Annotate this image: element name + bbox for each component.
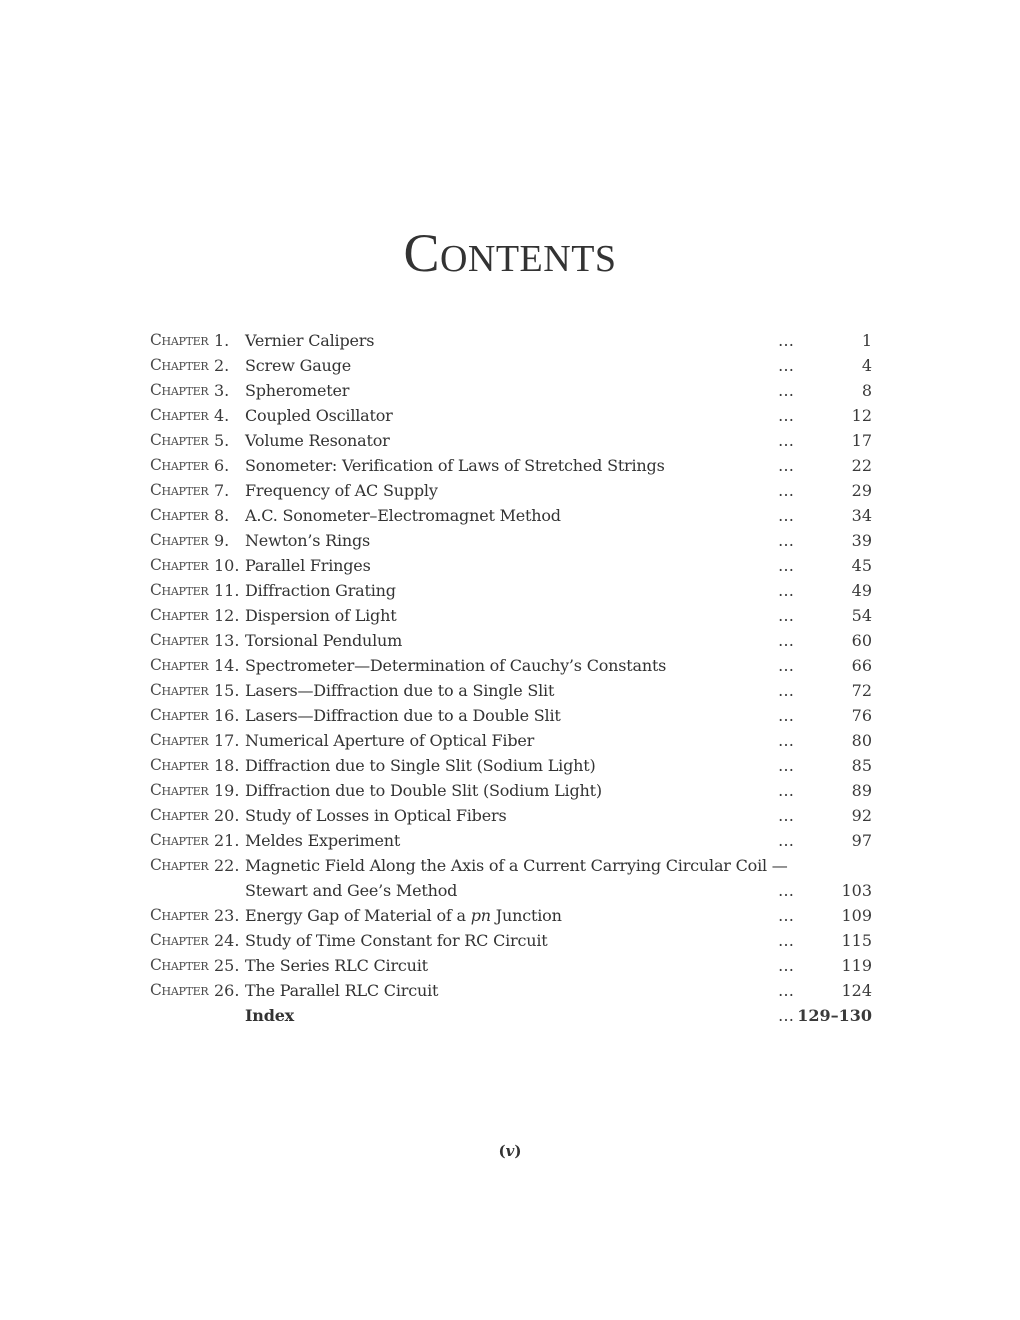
page-number: 1 [861,331,872,350]
chapter-number: 18. [214,756,240,775]
toc-entry[interactable] [150,653,872,678]
chapter-number: 25. [214,956,240,975]
leader-dots: … [778,981,794,1000]
chapter-title: Parallel Fringes [245,556,371,575]
chapter-number: 11. [214,581,240,600]
chapter-number: 21. [214,831,240,850]
page-number: 72 [851,681,872,700]
leader-dots: … [778,756,794,775]
chapter-title: Frequency of AC Supply [245,481,438,500]
chapter-title: Study of Time Constant for RC Circuit [245,931,548,950]
leader-dots: … [778,406,794,425]
chapter-title: Coupled Oscillator [245,406,393,425]
chapter-label: Chapter [150,606,209,624]
page-number: 29 [851,481,872,500]
chapter-number: 2. [214,356,230,375]
leader-dots: … [778,356,794,375]
page-number: 54 [851,606,872,625]
chapter-label: Chapter [150,456,209,474]
chapter-title: Diffraction due to Double Slit (Sodium Light) [245,781,602,800]
leader-dots: … [778,681,794,700]
chapter-title: Spherometer [245,381,350,400]
index-pages: 129–130 [797,1006,872,1025]
chapter-title: Meldes Experiment [245,831,401,850]
chapter-title: Diffraction Grating [245,581,396,600]
toc-entry[interactable] [150,703,872,728]
leader-dots: … [778,656,794,675]
toc-entry[interactable] [150,953,872,978]
chapter-label: Chapter [150,831,209,849]
toc-entry[interactable] [150,403,872,428]
leader-dots: … [778,531,794,550]
page-number: 12 [851,406,872,425]
chapter-number: 1. [214,331,230,350]
leader-dots: … [778,506,794,525]
chapter-title: Spectrometer—Determination of Cauchy’s Constants [245,656,667,675]
page-number: 60 [851,631,872,650]
chapter-number: 17. [214,731,240,750]
folio-close: ) [514,1142,522,1160]
toc-entry[interactable] [150,453,872,478]
chapter-number: 22. [214,856,240,875]
toc-entry[interactable] [150,378,872,403]
toc-entry[interactable] [150,578,872,603]
page-number: 66 [851,656,872,675]
chapter-title: Screw Gauge [245,356,351,375]
leader-dots: … [778,556,794,575]
chapter-title-line2: Stewart and Gee’s Method [245,881,458,900]
chapter-title [245,903,562,928]
toc-entry[interactable] [150,678,872,703]
page-number: 49 [851,581,872,600]
toc-entry[interactable] [150,928,872,953]
chapter-title: The Parallel RLC Circuit [245,981,439,1000]
toc-entry[interactable] [150,353,872,378]
page-number: 8 [861,381,872,400]
toc-entry[interactable] [150,628,872,653]
index-title: Index [245,1006,295,1025]
leader-dots: … [778,881,794,900]
chapter-label: Chapter [150,931,209,949]
toc-entry[interactable] [150,503,872,528]
chapter-number: 24. [214,931,240,950]
page-number: 85 [851,756,872,775]
chapter-number: 5. [214,431,230,450]
leader-dots: … [778,331,794,350]
chapter-number: 9. [214,531,230,550]
toc-entry[interactable] [150,778,872,803]
page-number: 109 [841,906,872,925]
folio-number: v [505,1142,515,1160]
chapter-label: Chapter [150,781,209,799]
page-number: 34 [851,506,872,525]
toc-entry-continuation[interactable] [150,878,872,903]
toc-entry[interactable] [150,478,872,503]
table-of-contents [150,328,872,1028]
page-number: 89 [851,781,872,800]
leader-dots: … [778,781,794,800]
chapter-label: Chapter [150,706,209,724]
chapter-number: 20. [214,806,240,825]
leader-dots: … [778,606,794,625]
chapter-label: Chapter [150,556,209,574]
leader-dots: … [778,1006,794,1025]
leader-dots: … [778,631,794,650]
chapter-title: Newton’s Rings [245,531,371,550]
chapter-label: Chapter [150,756,209,774]
page-folio [0,1142,1020,1160]
toc-entry[interactable] [150,803,872,828]
chapter-title: Lasers—Diffraction due to a Double Slit [245,706,561,725]
chapter-title: Torsional Pendulum [245,631,403,650]
chapter-label: Chapter [150,381,209,399]
chapter-number: 13. [214,631,240,650]
page-number: 76 [851,706,872,725]
chapter-label: Chapter [150,481,209,499]
title-suffix: Junction [490,906,562,925]
page-title: Contents [403,223,617,283]
leader-dots: … [778,931,794,950]
chapter-label: Chapter [150,981,209,999]
chapter-title: Magnetic Field Along the Axis of a Current Carrying Circular Coil — [245,856,788,875]
page-number: 103 [841,881,872,900]
chapter-number: 26. [214,981,240,1000]
chapter-title: The Series RLC Circuit [245,956,428,975]
page-number: 4 [861,356,872,375]
chapter-title: Vernier Calipers [245,331,375,350]
chapter-label: Chapter [150,581,209,599]
title-prefix: Energy Gap of Material of a [245,906,471,925]
page-number: 119 [841,956,872,975]
page-number: 115 [841,931,872,950]
chapter-number: 6. [214,456,230,475]
folio-open: ( [498,1142,506,1160]
chapter-label: Chapter [150,506,209,524]
chapter-label: Chapter [150,856,209,874]
page-number: 80 [851,731,872,750]
chapter-number: 14. [214,656,240,675]
toc-index-entry[interactable] [150,1003,872,1028]
toc-entry[interactable] [150,978,872,1003]
chapter-title: A.C. Sonometer–Electromagnet Method [245,506,561,525]
chapter-title: Volume Resonator [245,431,390,450]
chapter-title: Numerical Aperture of Optical Fiber [245,731,535,750]
chapter-number: 16. [214,706,240,725]
chapter-label: Chapter [150,806,209,824]
chapter-number: 19. [214,781,240,800]
toc-entry[interactable] [150,528,872,553]
chapter-label: Chapter [150,531,209,549]
leader-dots: … [778,831,794,850]
chapter-label: Chapter [150,631,209,649]
chapter-number: 8. [214,506,230,525]
leader-dots: … [778,731,794,750]
leader-dots: … [778,906,794,925]
chapter-number: 7. [214,481,230,500]
chapter-number: 23. [214,906,240,925]
chapter-number: 3. [214,381,230,400]
leader-dots: … [778,431,794,450]
page-number: 124 [841,981,872,1000]
chapter-number: 10. [214,556,240,575]
chapter-label: Chapter [150,731,209,749]
leader-dots: … [778,381,794,400]
chapter-label: Chapter [150,656,209,674]
toc-entry[interactable] [150,753,872,778]
chapter-label: Chapter [150,681,209,699]
chapter-label: Chapter [150,406,209,424]
page-number: 92 [851,806,872,825]
page-number: 17 [851,431,872,450]
chapter-label: Chapter [150,906,209,924]
chapter-title: Study of Losses in Optical Fibers [245,806,507,825]
page-number: 39 [851,531,872,550]
chapter-label: Chapter [150,356,209,374]
page-number: 45 [851,556,872,575]
leader-dots: … [778,706,794,725]
toc-entry[interactable] [150,728,872,753]
chapter-label: Chapter [150,956,209,974]
chapter-title: Lasers—Diffraction due to a Single Slit [245,681,555,700]
title-italic: pn [470,906,491,925]
toc-entry[interactable] [150,553,872,578]
chapter-label: Chapter [150,331,209,349]
toc-entry[interactable] [150,853,872,878]
chapter-title: Sonometer: Verification of Laws of Stretched Strings [245,456,665,475]
leader-dots: … [778,456,794,475]
leader-dots: … [778,581,794,600]
chapter-number: 15. [214,681,240,700]
chapter-title: Dispersion of Light [245,606,397,625]
toc-entry[interactable] [150,428,872,453]
page-number: 97 [851,831,872,850]
toc-entry[interactable] [150,828,872,853]
toc-entry[interactable] [150,603,872,628]
chapter-number: 12. [214,606,240,625]
leader-dots: … [778,481,794,500]
leader-dots: … [778,806,794,825]
chapter-number: 4. [214,406,230,425]
leader-dots: … [778,956,794,975]
chapter-label: Chapter [150,431,209,449]
toc-entry[interactable] [150,328,872,353]
chapter-title: Diffraction due to Single Slit (Sodium Light) [245,756,596,775]
toc-entry[interactable] [150,903,872,928]
page-number: 22 [851,456,872,475]
